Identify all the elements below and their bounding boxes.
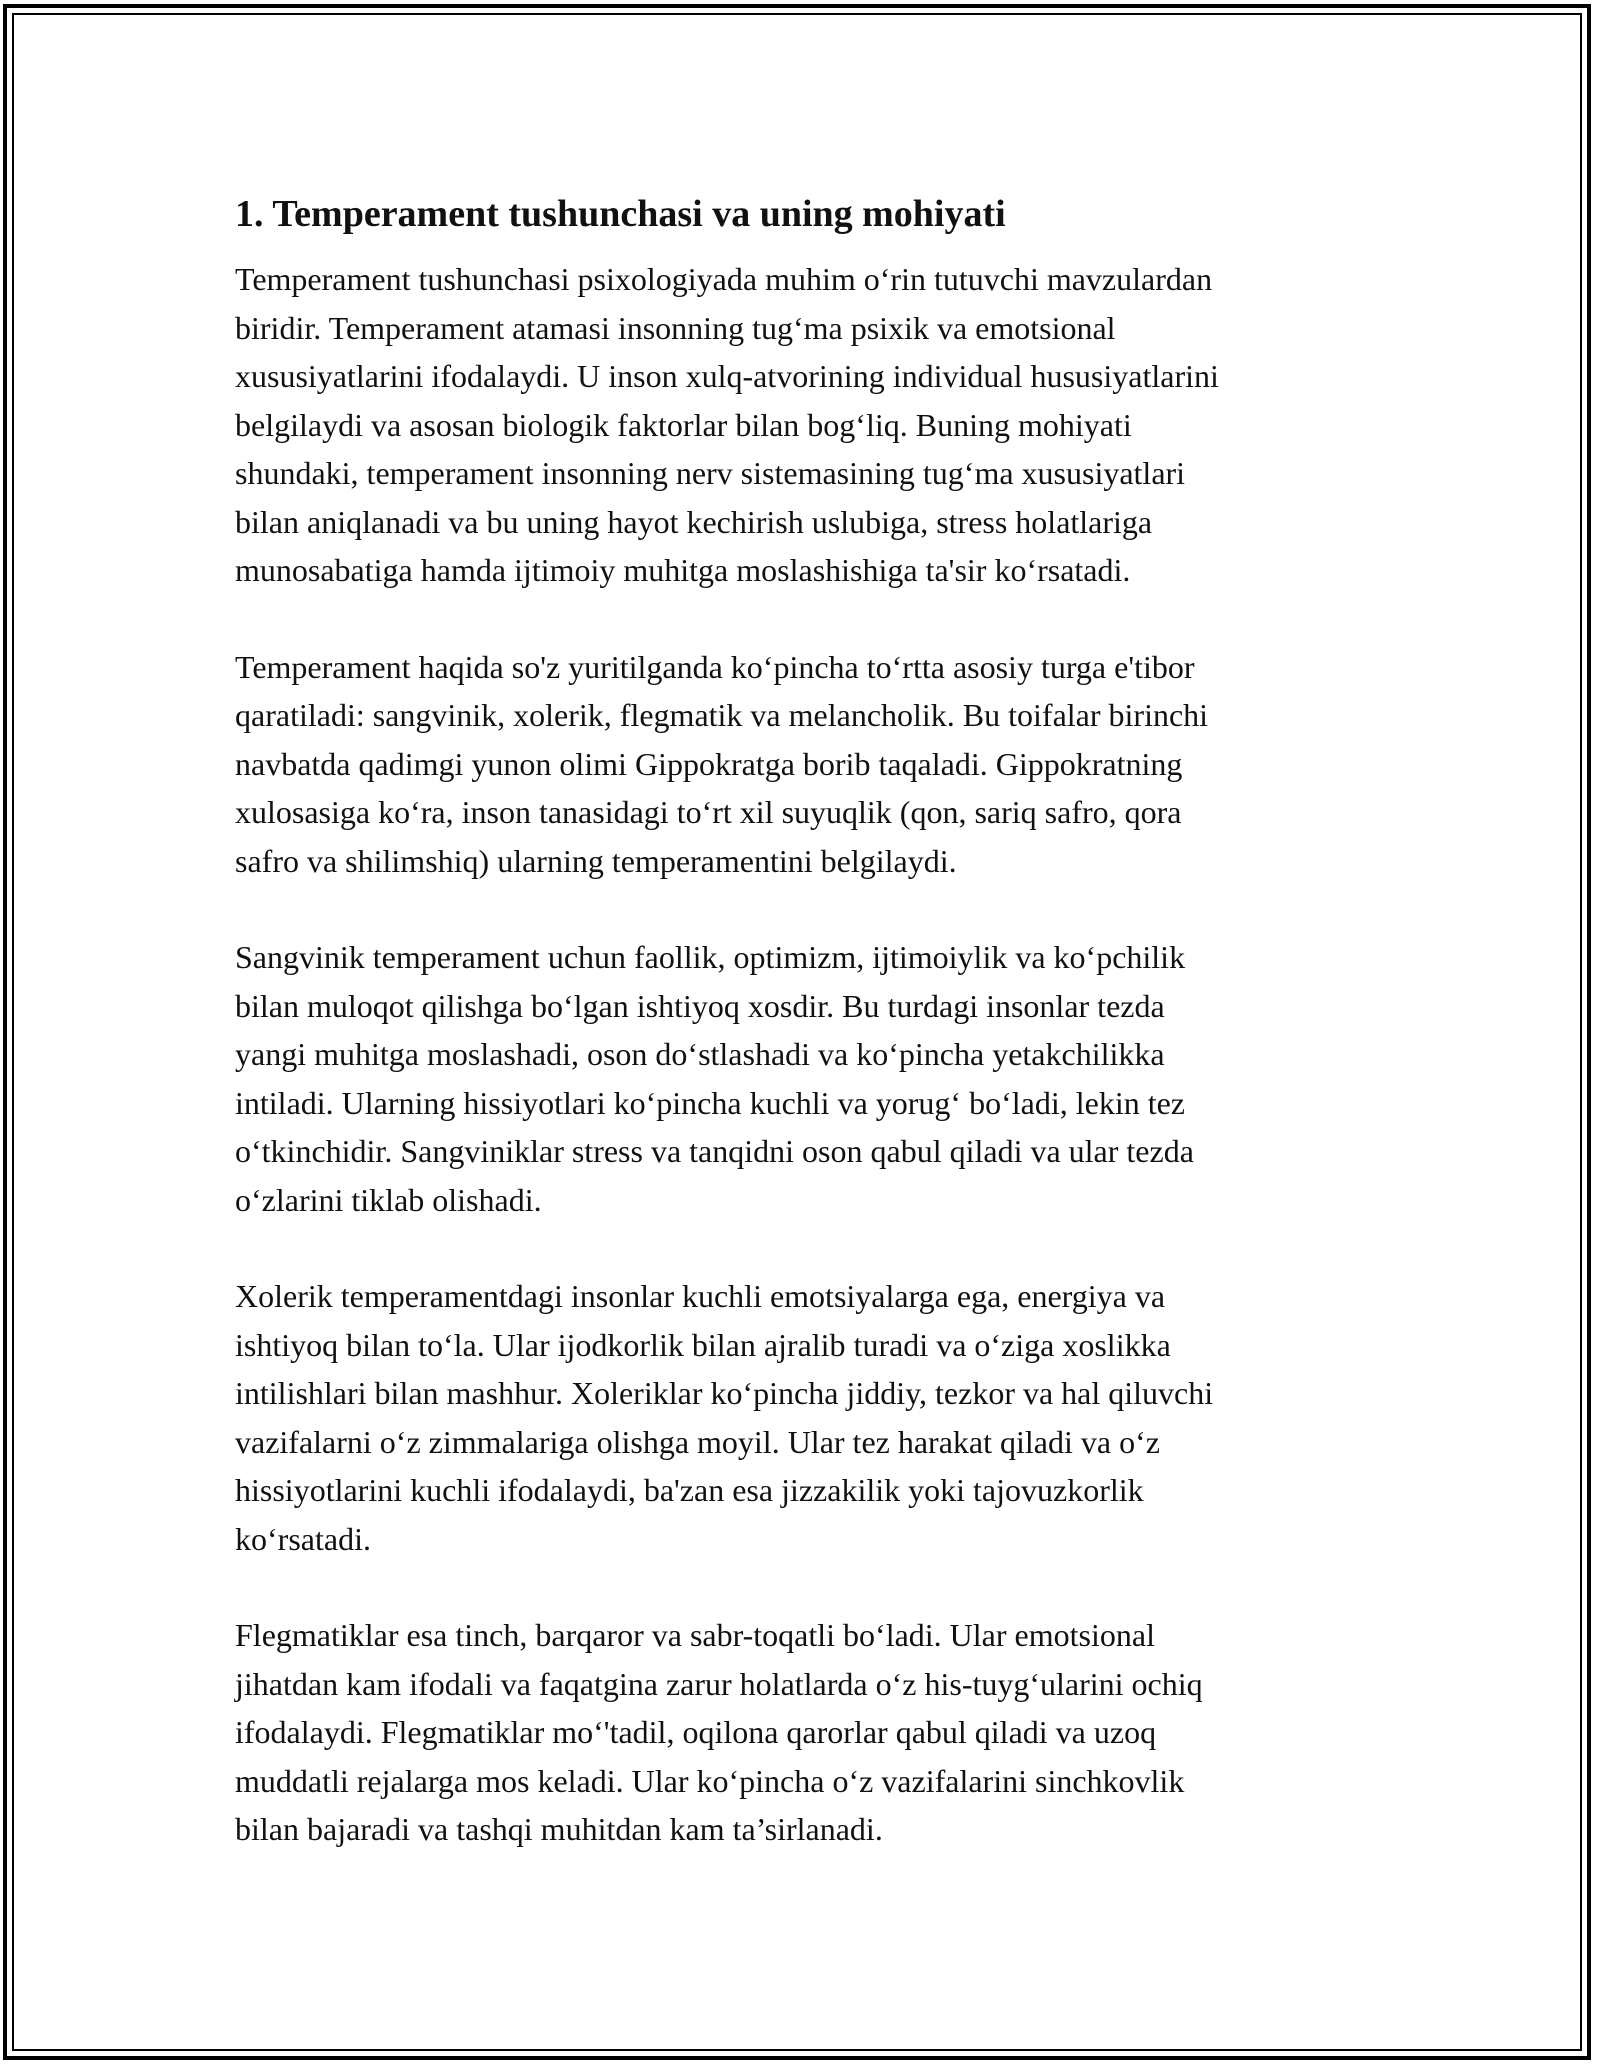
document-body (235, 189, 1370, 1902)
paragraph-phlegmatic: Flegmatiklar esa tinch, barqaror va sabr-toqatli bo‘ladi. Ular emotsional jihatdan kam ifodali va faqatgina zarur holatlarda o‘z his-tuyg‘ularini ochiq ifodalaydi. Flegmatiklar mo‘'tadil, oqilona qarorlar qabul qiladi va uzoq muddatli rejalarga mos keladi. Ular ko‘pincha o‘z vazifalarini sinchkovlik bilan bajaradi va tashqi muhitdan kam ta’sirlanadi. (235, 1617, 1203, 1847)
paragraph-definition: Temperament tushunchasi psixologiyada muhim o‘rin tutuvchi mavzulardan biridir. Temperament atamasi insonning tug‘ma psixik va emotsional xususiyatlarini ifodalaydi. U inson xulq-atvorining individual hususiyatlarini belgilaydi va asosan biologik faktorlar bilan bog‘liq. Buning mohiyati shundaki, temperament insonning nerv sistemasining tug‘ma xususiyatlari bilan aniqlanadi va bu uning hayot kechirish uslubiga, stress holatlariga munosabatiga hamda ijtimoiy muhitga moslashishiga ta'sir ko‘rsatadi. (235, 261, 1219, 588)
section-heading: 1. Temperament tushunchasi va uning mohiyati (235, 193, 1006, 235)
paragraph-choleric: Xolerik temperamentdagi insonlar kuchli emotsiyalarga ega, energiya va ishtiyoq bilan to‘la. Ular ijodkorlik bilan ajralib turadi va o‘ziga xoslikka intilishlari bilan mashhur. Xoleriklar ko‘pincha jiddiy, tezkor va hal qiluvchi vazifalarni o‘z zimmalariga olishga moyil. Ular tez harakat qiladi va o‘z hissiyotlarini kuchli ifodalaydi, ba'zan esa jizzakilik yoki tajovuzkorlik ko‘rsatadi. (235, 1278, 1214, 1557)
paragraph-sanguine: Sangvinik temperament uchun faollik, optimizm, ijtimoiylik va ko‘pchilik bilan muloqot qilishga bo‘lgan ishtiyoq xosdir. Bu turdagi insonlar tezda yangi muhitga moslashadi, oson do‘stlashadi va ko‘pincha yetakchilikka intiladi. Ularning hissiyotlari ko‘pincha kuchli va yorug‘ bo‘ladi, lekin tez o‘tkinchidir. Sangviniklar stress va tanqidni oson qabul qiladi va ular tezda o‘zlarini tiklab olishadi. (235, 939, 1194, 1218)
paragraph-four-types: Temperament haqida so'z yuritilganda ko‘pincha to‘rtta asosiy turga e'tibor qaratiladi: sangvinik, xolerik, flegmatik va melancholik. Bu toifalar birinchi navbatda qadimgi yunon olimi Gippokratga borib taqaladi. Gippokratning xulosasiga ko‘ra, inson tanasidagi to‘rt xil suyuqlik (qon, sariq safro, qora safro va shilimshiq) ularning temperamentini belgilaydi. (235, 648, 1209, 879)
